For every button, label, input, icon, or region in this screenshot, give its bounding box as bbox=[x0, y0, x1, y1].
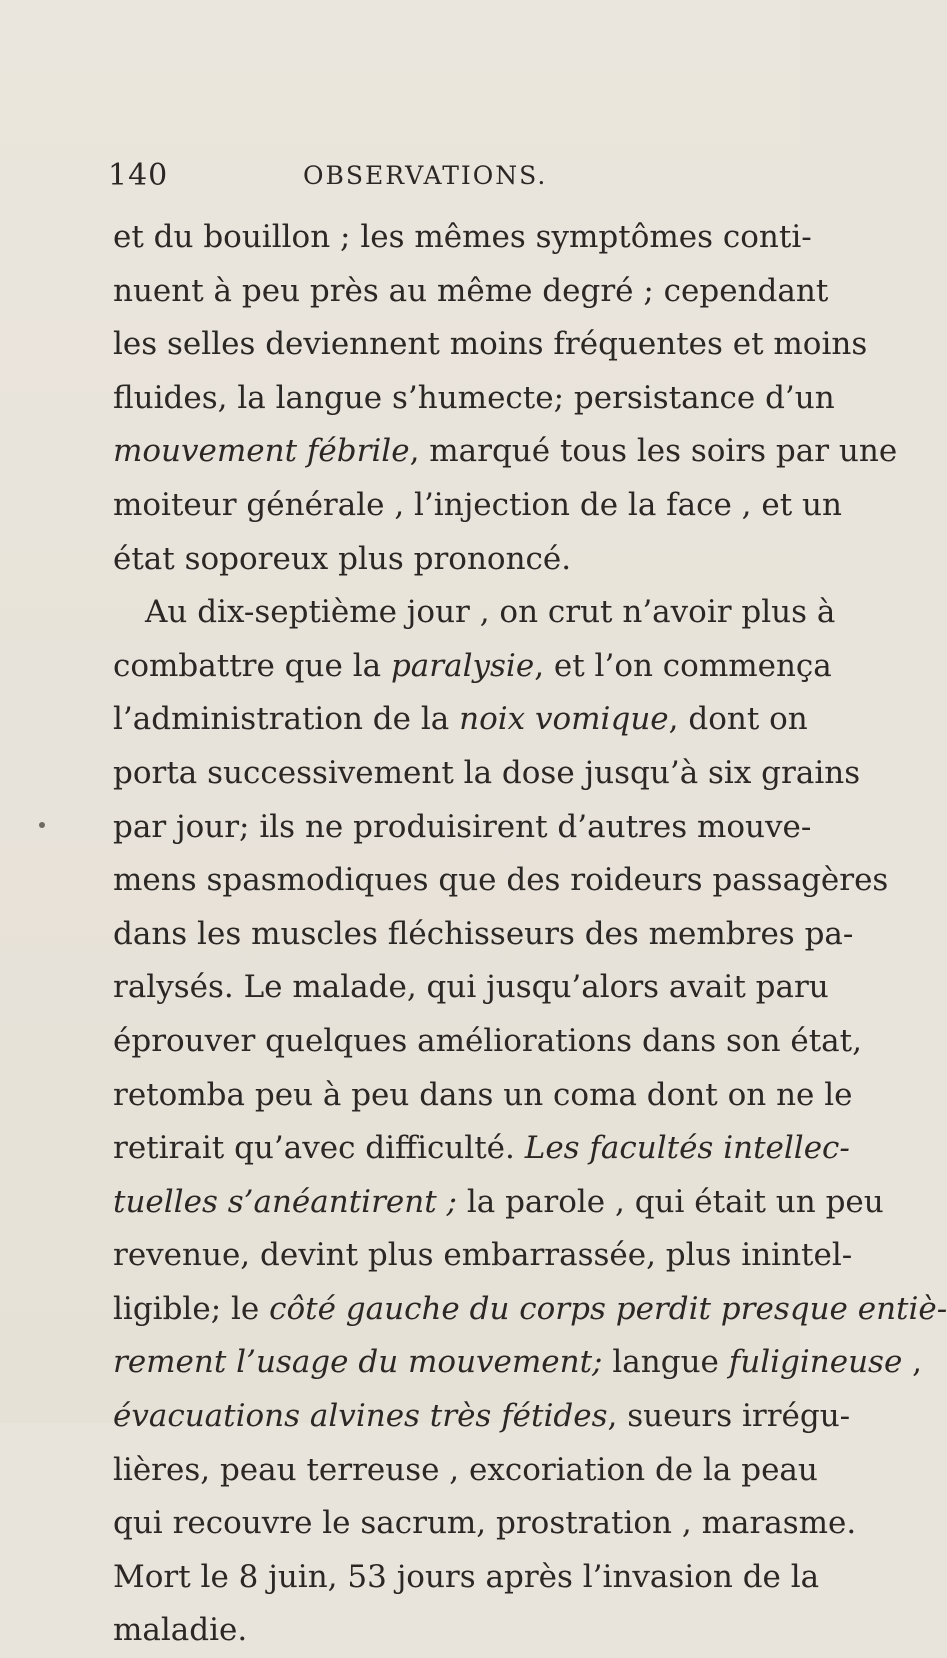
text-line bbox=[113, 640, 832, 694]
text-segment: la parole , qui était un peu bbox=[456, 1183, 884, 1220]
text-line bbox=[113, 1015, 862, 1069]
text-segment: combattre que la bbox=[113, 647, 391, 684]
italic-segment: côté gauche du corps perdit presque entiè- bbox=[269, 1290, 947, 1327]
text-segment: éprouver quelques améliorations dans son état, bbox=[113, 1022, 862, 1059]
text-segment: Au dix-septième jour , on crut n’avoir plus à bbox=[145, 594, 836, 631]
text-segment: retirait qu’avec difficulté. bbox=[113, 1130, 525, 1167]
text-line bbox=[113, 961, 829, 1015]
text-segment: , dont on bbox=[668, 701, 808, 738]
text-line bbox=[113, 1551, 820, 1605]
text-line bbox=[113, 1283, 947, 1337]
running-title: OBSERVATIONS. bbox=[303, 161, 548, 190]
text-segment: lières, peau terreuse , excoriation de la peau bbox=[113, 1451, 818, 1488]
text-line bbox=[113, 1229, 853, 1283]
text-line bbox=[113, 479, 842, 533]
text-segment: , marqué tous les soirs par une bbox=[409, 433, 898, 470]
text-segment: nuent à peu près au même degré ; cependant bbox=[113, 272, 829, 309]
body-text bbox=[113, 211, 947, 1658]
text-segment: langue bbox=[602, 1344, 729, 1381]
text-line bbox=[113, 1176, 884, 1230]
margin-mark bbox=[39, 822, 45, 828]
text-line bbox=[113, 908, 854, 962]
text-line bbox=[113, 747, 861, 801]
text-line bbox=[113, 1604, 753, 1658]
text-segment: retomba peu à peu dans un coma dont on ne le bbox=[113, 1076, 853, 1113]
text-line bbox=[113, 1122, 850, 1176]
text-line bbox=[113, 1390, 851, 1444]
italic-segment: noix vomique bbox=[459, 701, 669, 738]
text-line bbox=[113, 1069, 853, 1123]
text-segment: , sueurs irrégu- bbox=[607, 1398, 851, 1435]
text-segment: , et l’on commença bbox=[534, 647, 832, 684]
page-number: 140 bbox=[108, 158, 169, 193]
text-line bbox=[113, 533, 753, 587]
text-segment: mens spasmodiques que des roideurs passagères bbox=[113, 862, 889, 899]
text-segment: ralysés. Le malade, qui jusqu’alors avait paru bbox=[113, 969, 829, 1006]
text-segment: porta successivement la dose jusqu’à six grains bbox=[113, 754, 861, 791]
italic-segment: tuelles s’anéantirent ; bbox=[113, 1183, 457, 1220]
text-line bbox=[113, 854, 889, 908]
text-segment: , bbox=[902, 1344, 923, 1381]
text-segment: état soporeux plus prononcé. bbox=[113, 540, 572, 577]
text-segment: qui recouvre le sacrum, prostration , marasme. bbox=[113, 1505, 857, 1542]
italic-segment: rement l’usage du mouvement; bbox=[113, 1344, 603, 1381]
text-line bbox=[113, 586, 836, 640]
text-segment: par jour; ils ne produisirent d’autres mouve- bbox=[113, 808, 812, 845]
text-segment: maladie. bbox=[113, 1612, 248, 1649]
text-line bbox=[113, 211, 812, 265]
text-line bbox=[113, 1336, 923, 1390]
text-segment: moiteur générale , l’injection de la face , et un bbox=[113, 486, 842, 523]
text-segment: dans les muscles fléchisseurs des membres pa- bbox=[113, 915, 854, 952]
text-line bbox=[113, 1497, 857, 1551]
italic-segment: mouvement fébrile bbox=[113, 433, 410, 470]
text-line bbox=[113, 693, 808, 747]
text-segment: revenue, devint plus embarrassée, plus inintel- bbox=[113, 1237, 853, 1274]
text-line bbox=[113, 372, 835, 426]
text-segment: et du bouillon ; les mêmes symptômes conti- bbox=[113, 219, 812, 255]
text-line bbox=[113, 425, 898, 479]
text-line bbox=[113, 801, 812, 855]
italic-segment: paralysie bbox=[390, 647, 535, 684]
italic-segment: fuligineuse bbox=[728, 1344, 903, 1381]
text-line bbox=[113, 1444, 818, 1498]
text-segment: Mort le 8 juin, 53 jours après l’invasion de la bbox=[113, 1558, 820, 1595]
text-segment: les selles deviennent moins fréquentes et moins bbox=[113, 326, 868, 363]
text-segment: ligible; le bbox=[113, 1290, 270, 1327]
text-segment: l’administration de la bbox=[113, 701, 460, 738]
text-line bbox=[113, 318, 868, 372]
text-segment: fluides, la langue s’humecte; persistance d’un bbox=[113, 379, 835, 416]
italic-segment: évacuations alvines très fétides bbox=[113, 1398, 608, 1435]
text-line bbox=[113, 265, 829, 319]
running-head bbox=[108, 158, 748, 198]
italic-segment: Les facultés intellec- bbox=[524, 1130, 850, 1167]
